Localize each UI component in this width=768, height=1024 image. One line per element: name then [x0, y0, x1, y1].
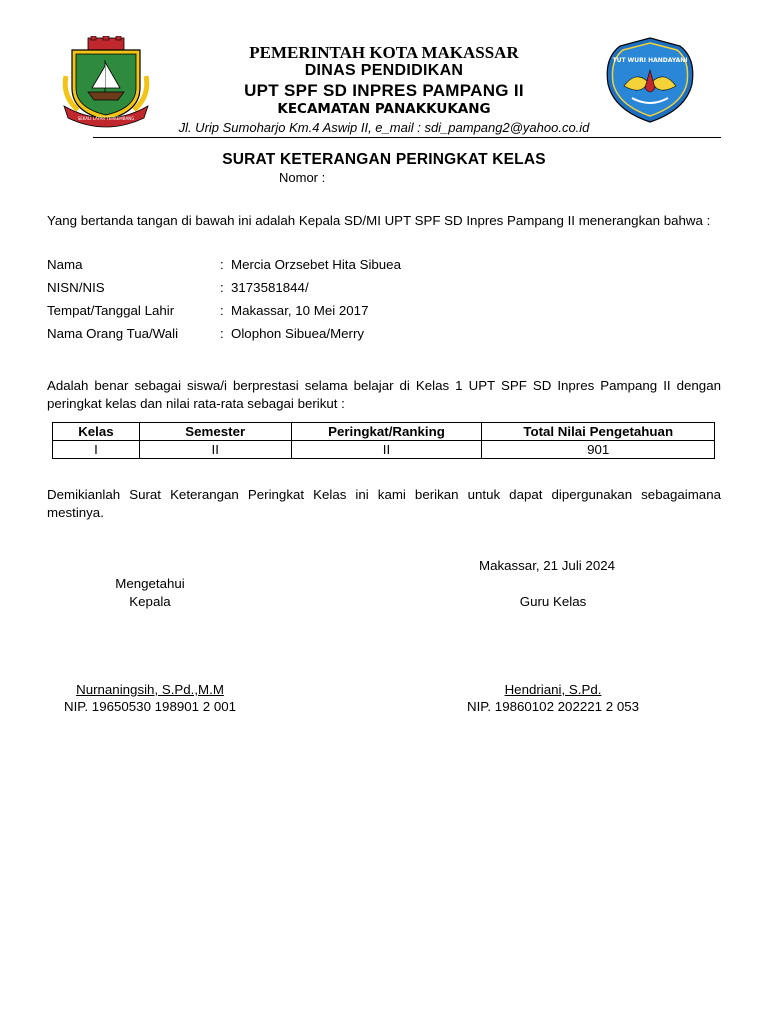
field-value: Makassar, 10 Mei 2017 [231, 303, 369, 318]
table-cell-kelas: I [53, 441, 140, 459]
emblem-motto: TUT WURI HANDAYANI [612, 57, 688, 64]
department-name: DINAS PENDIDIKAN [304, 62, 464, 79]
acknowledge-label: Mengetahui [115, 576, 185, 591]
field-separator: : [220, 303, 224, 318]
document-title: SURAT KETERANGAN PERINGKAT KELAS [222, 151, 546, 168]
teacher-nip: NIP. 19860102 202221 2 053 [466, 699, 640, 714]
student-row-birth [47, 303, 547, 321]
field-separator: : [220, 257, 224, 272]
field-value: 3173581844/ [231, 280, 309, 295]
field-value: Mercia Orzsebet Hita Sibuea [231, 257, 401, 272]
table-cell-semester: II [139, 441, 291, 459]
field-separator: : [220, 326, 224, 341]
column-header-kelas: Kelas [53, 423, 140, 441]
school-name: UPT SPF SD INPRES PAMPANG II [244, 81, 524, 100]
table-row [53, 441, 715, 459]
district-name: KECAMATAN PANAKKUKANG [277, 101, 491, 117]
table-cell-total: 901 [482, 441, 715, 459]
document-number-label: Nomor : [279, 170, 326, 185]
field-label: Tempat/Tanggal Lahir [47, 303, 175, 318]
school-address: Jl. Urip Sumoharjo Km.4 Aswip II, e_mail : sdi_pampang2@yahoo.co.id [178, 120, 590, 135]
teacher-name: Hendriani, S.Pd. [504, 682, 602, 697]
government-name: PEMERINTAH KOTA MAKASSAR [249, 43, 519, 62]
table-header-row [53, 423, 715, 441]
student-row-parent [47, 326, 547, 344]
statement-paragraph: Adalah benar sebagai siswa/i berprestasi selama belajar di Kelas 1 UPT SPF SD Inpres Pampang II dengan peringkat kelas dan nilai rata-rata sebagai berikut : [47, 378, 721, 411]
svg-text:SEKALI LAYAR TERKEMBANG: SEKALI LAYAR TERKEMBANG [77, 116, 135, 121]
headmaster-title: Kepala [129, 594, 171, 609]
student-row-name [47, 257, 547, 275]
column-header-ranking: Peringkat/Ranking [291, 423, 482, 441]
intro-paragraph: Yang bertanda tangan di bawah ini adalah Kepala SD/MI UPT SPF SD Inpres Pampang II menerangkan bahwa : [47, 213, 711, 228]
headmaster-name: Nurnaningsih, S.Pd.,M.M [76, 682, 224, 697]
student-row-nisn [47, 280, 547, 298]
field-label: Nama Orang Tua/Wali [47, 326, 179, 341]
letterhead-divider [93, 137, 721, 138]
place-and-date: Makassar, 21 Juli 2024 [479, 558, 616, 573]
closing-paragraph: Demikianlah Surat Keterangan Peringkat Kelas ini kami berikan untuk dapat dipergunakan sebagaimana mestinya. [47, 487, 721, 520]
table-cell-ranking: II [291, 441, 482, 459]
field-label: NISN/NIS [47, 280, 105, 295]
field-value: Olophon Sibuea/Merry [231, 326, 365, 341]
grade-table [52, 422, 715, 459]
column-header-semester: Semester [139, 423, 291, 441]
field-label: Nama [47, 257, 83, 272]
class-teacher-title: Guru Kelas [519, 594, 587, 609]
column-header-total: Total Nilai Pengetahuan [482, 423, 715, 441]
field-separator: : [220, 280, 224, 295]
headmaster-nip: NIP. 19650530 198901 2 001 [63, 699, 237, 714]
